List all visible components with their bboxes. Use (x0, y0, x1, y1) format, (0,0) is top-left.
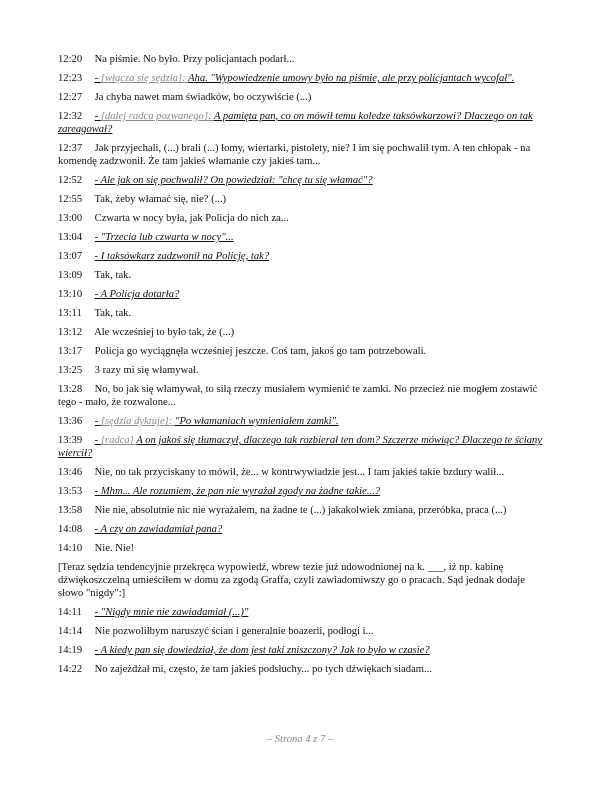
transcript-entry (58, 466, 546, 479)
timestamp: 13:07 (58, 251, 83, 262)
answer-text: Na piśmie. No było. Przy policjantach podarł... (94, 54, 295, 65)
transcript-entry (58, 142, 546, 168)
timestamp: 13:25 (58, 365, 83, 376)
timestamp: 12:23 (58, 73, 83, 84)
page-footer: – Strona 4 z 7 – (266, 734, 334, 745)
transcript-entry (58, 644, 546, 657)
transcript-entry (58, 415, 546, 428)
transcript-entry (58, 504, 546, 517)
transcript-entry (58, 485, 546, 498)
timestamp: 13:39 (58, 435, 83, 446)
timestamp: 13:58 (58, 505, 83, 516)
timestamp: 13:36 (58, 416, 83, 427)
question-text: - I taksówkarz zadzwonił na Policję, tak? (94, 251, 270, 262)
timestamp: 13:11 (58, 308, 82, 319)
question-text: - A kiedy pan się dowiedział, że dom jest taki zniszczony? Jak to było w czasie? (94, 645, 430, 656)
question-text: - Mhm... Ale rozumiem, że pan nie wyrażał zgody na żadne takie...? (94, 486, 381, 497)
question-text: Aha. "Wypowiedzenie umowy było na piśmie, ale przy policjantach wycofał". (188, 73, 515, 84)
timestamp: 14:22 (58, 664, 83, 675)
timestamp: 14:14 (58, 626, 83, 637)
question-text: A pamięta pan, co on mówił temu koledze taksówkarzowi? Dlaczego on tak zareagował? (58, 111, 533, 135)
question-text: - Ale jak on się pochwalił? On powiedział: "chcę tu się włamać"? (94, 175, 373, 186)
question-text: "Po włamaniach wymieniałem zamki". (175, 416, 339, 427)
timestamp: 13:53 (58, 486, 83, 497)
answer-text: No zajeżdżał mi, często, że tam jakieś podsłuchy... po tych dźwiękach siadam... (94, 664, 432, 675)
timestamp: 14:19 (58, 645, 83, 656)
speaker-note: [włącza się sędzia]: (100, 73, 189, 84)
question-text: - (94, 435, 101, 446)
question-text: - (94, 73, 101, 84)
timestamp: 13:12 (58, 327, 83, 338)
transcript-entry (58, 523, 546, 536)
timestamp: 12:32 (58, 111, 83, 122)
timestamp: 13:09 (58, 270, 83, 281)
transcript-entry (58, 72, 546, 85)
transcript-entry (58, 326, 546, 339)
transcript-entry (58, 110, 546, 136)
timestamp: 12:20 (58, 54, 83, 65)
speaker-note: [radca] (100, 435, 137, 446)
answer-text: Ale wcześniej to było tak, że (...) (94, 327, 235, 338)
answer-text: Ja chyba nawet mam świadków, bo oczywiście (...) (94, 92, 312, 103)
question-text: - (94, 111, 101, 122)
transcript-entry (58, 542, 546, 555)
timestamp: 13:28 (58, 384, 83, 395)
timestamp: 12:52 (58, 175, 83, 186)
question-text: - "Nigdy mnie nie zawiadamiał (...)" (94, 607, 249, 618)
answer-text: Policja go wyciągnęła wcześniej jeszcze. Coś tam, jakoś go tam potrzebowali. (94, 346, 427, 357)
answer-text: Tak, tak. (94, 270, 132, 281)
timestamp: 14:10 (58, 543, 83, 554)
transcript-entry (58, 269, 546, 282)
question-text: - A Policja dotarła? (94, 289, 180, 300)
timestamp: 12:55 (58, 194, 83, 205)
transcript-entry (58, 250, 546, 263)
timestamp: 13:17 (58, 346, 83, 357)
answer-text: Nie nie, absolutnie nic nie wyrażałem, na żadne te (...) jakakolwiek zmiana, przeróbka, praca (...) (94, 505, 507, 516)
transcript-entry (58, 561, 546, 600)
transcript-entry (58, 663, 546, 676)
question-text: - A czy on zawiadamiał pana? (94, 524, 223, 535)
timestamp: 14:11 (58, 607, 82, 618)
answer-text: Nie. Nie! (94, 543, 135, 554)
transcript-entry (58, 288, 546, 301)
question-text: - (94, 416, 101, 427)
answer-text: Jak przyjechali, (...) brali (...) łomy, wiertarki, pistolety, nie? I im się pochwalił tym. A ten chłopak - na komendę zadzwonił. Że tam jakieś włamanie czy jakieś tam... (58, 143, 531, 167)
transcript-entry (58, 434, 546, 460)
transcript-entry (58, 212, 546, 225)
timestamp: 13:04 (58, 232, 83, 243)
transcript-entry (58, 53, 546, 66)
answer-text: Nie, no tak przyciskany to mówił, że... w kontrwywiadzie jest... I tam jakieś takie bzdury walił... (94, 467, 505, 478)
transcript-entry (58, 91, 546, 104)
transcript-entry (58, 193, 546, 206)
transcript-entry (58, 174, 546, 187)
transcript-entry (58, 307, 546, 320)
answer-text: Tak, żeby włamać się, nie? (...) (94, 194, 227, 205)
timestamp: 13:00 (58, 213, 83, 224)
timestamp: 12:27 (58, 92, 83, 103)
transcript-entry (58, 383, 546, 409)
speaker-note: [dalej radca pozwanego]: (100, 111, 214, 122)
timestamp: 13:10 (58, 289, 83, 300)
transcript-entry (58, 364, 546, 377)
transcript-entry (58, 345, 546, 358)
answer-text: [Teraz sędzia tendencyjnie przekręca wypowiedź, wbrew tezie już udowodnionej na k. ___, iż np. kabinę dźwiękoszczelną umieściłem w domu za zgodą Graffa, czyli zawiadomiwszy go o pracach. Sąd jednak dodaje słowo "nigdy":] (58, 562, 525, 599)
answer-text: 3 razy mi się włamywał. (94, 365, 199, 376)
transcript-body (58, 53, 546, 682)
timestamp: 13:46 (58, 467, 83, 478)
question-text: A on jakoś się tłumaczył, dlaczego tak rozbierał ten dom? Szczerze mówiąc? Dlaczego te ściany wiercił? (58, 435, 542, 459)
answer-text: Nie pozwoliłbym naruszyć ścian i generalnie boazerii, podłogi i... (94, 626, 374, 637)
timestamp: 14:08 (58, 524, 83, 535)
timestamp: 12:37 (58, 143, 83, 154)
answer-text: Tak, tak. (94, 308, 132, 319)
transcript-entry (58, 606, 546, 619)
transcript-entry (58, 625, 546, 638)
question-text: - "Trzecia lub czwarta w nocy"... (94, 232, 234, 243)
speaker-note: [sędzia dyktuje]: (100, 416, 175, 427)
answer-text: Czwarta w nocy była, jak Policja do nich za... (94, 213, 289, 224)
answer-text: No, bo jak się włamywał, to siłą rzeczy musiałem wymienić te zamki. No przecież nie mogłem zostawić tego - mało, że rozwalone... (58, 384, 538, 408)
transcript-entry (58, 231, 546, 244)
